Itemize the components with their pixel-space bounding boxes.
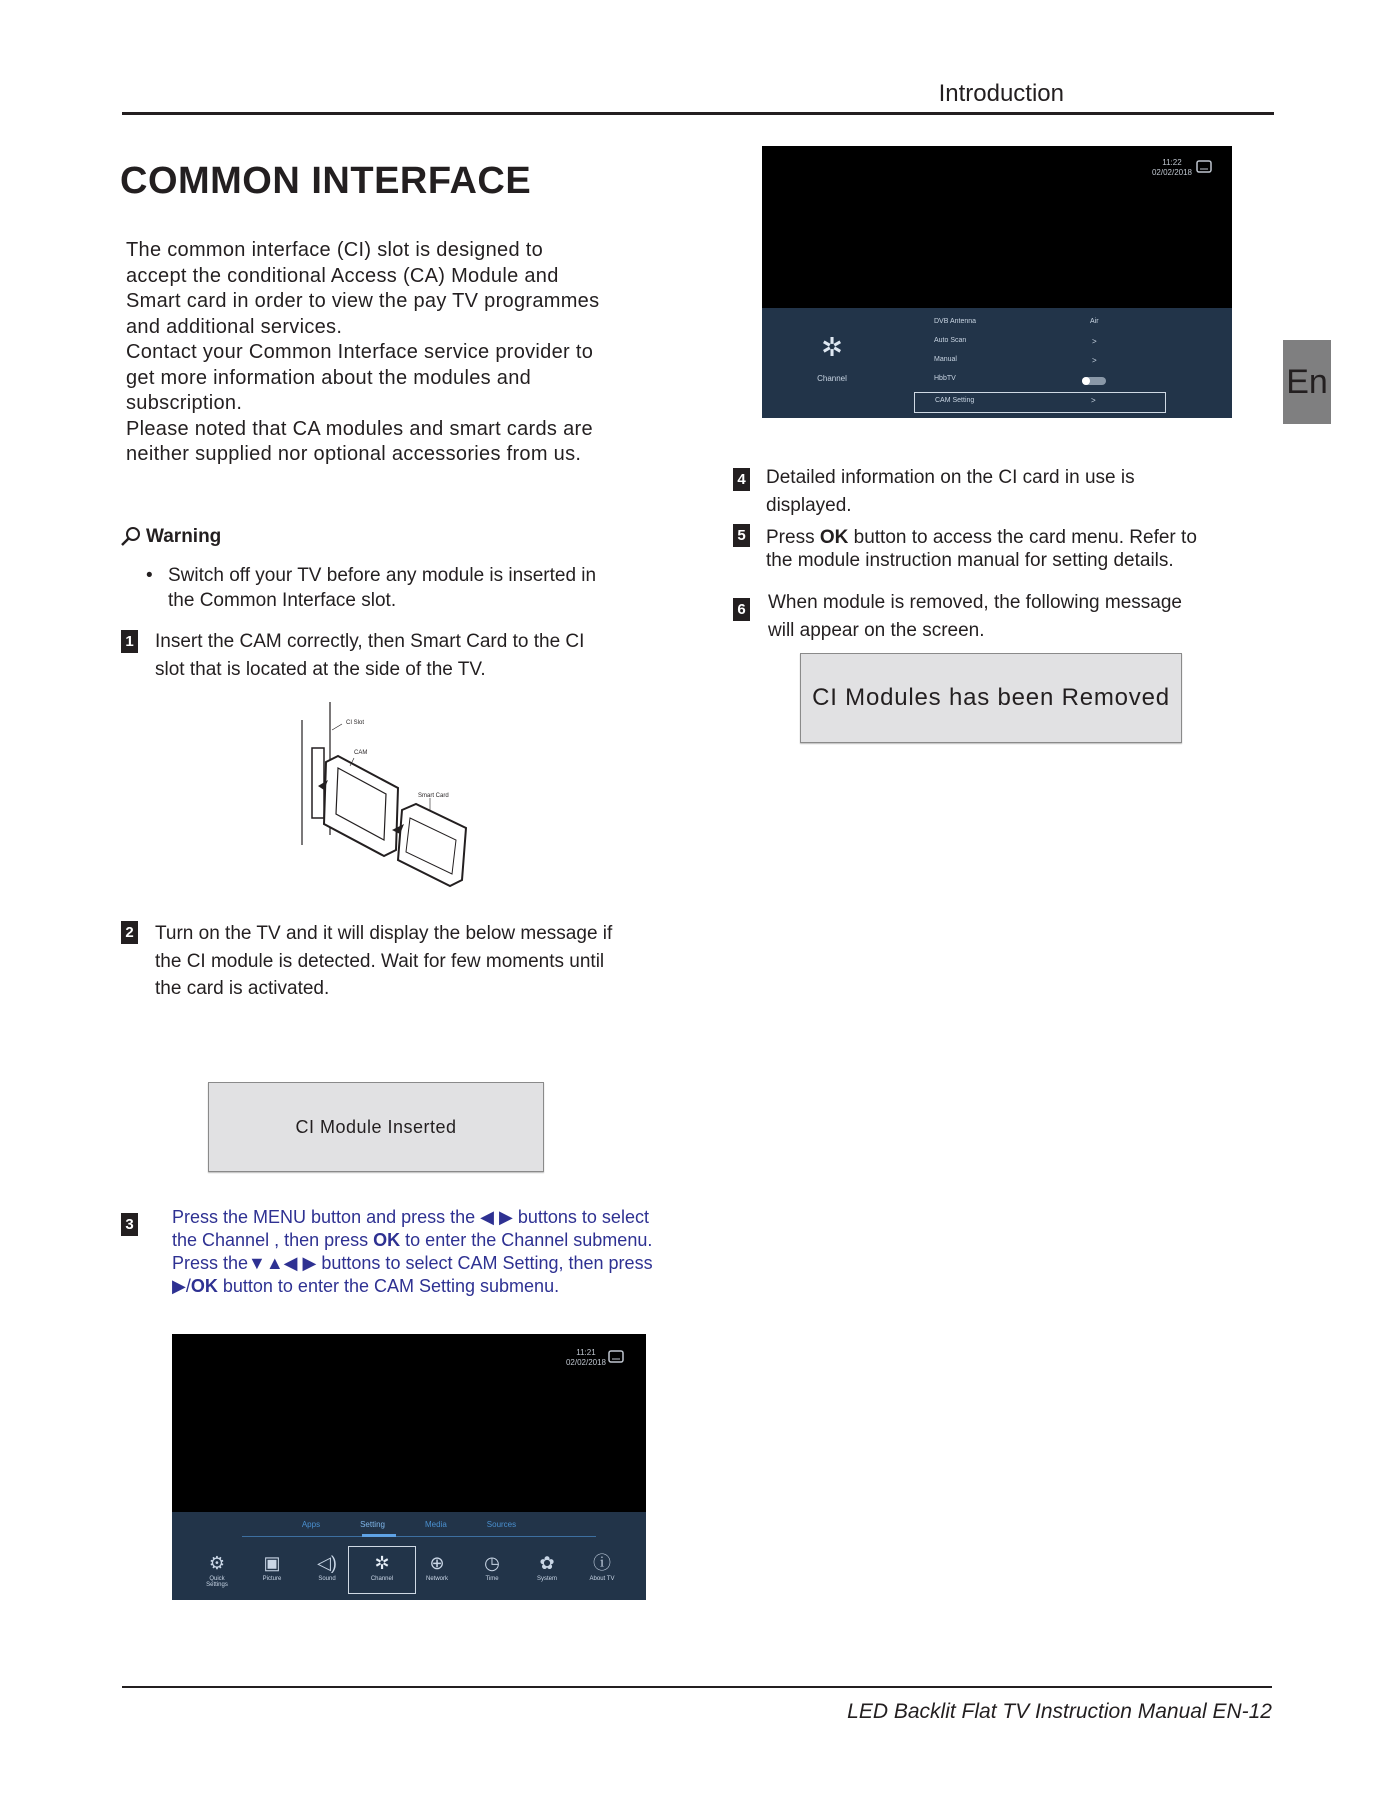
magnifier-icon <box>120 526 142 548</box>
tv-tab-active-indicator <box>362 1534 396 1537</box>
globe-icon: ⊕ <box>429 1553 445 1573</box>
diagram-label-cam: CAM <box>354 750 368 756</box>
tv-tab-setting[interactable]: Setting <box>360 1520 385 1529</box>
channel-row-hbbtv[interactable]: HbbTV <box>934 375 1134 394</box>
clock-icon: ◷ <box>484 1553 500 1573</box>
step-3-part-b: buttons to select the Channel , then press <box>172 1207 649 1250</box>
footer-text: LED Backlit Flat TV Instruction Manual EN-12 <box>847 1700 1272 1723</box>
tv-menu-item-picture[interactable]: ▣ Picture <box>254 1552 290 1582</box>
step-1-text: Insert the CAM correctly, then Smart Card to the CI slot that is located at the side of the TV. <box>155 631 585 680</box>
intro-text <box>126 238 606 468</box>
diagram-label-smart-card: Smart Card <box>418 793 449 799</box>
bullet-icon: • <box>146 565 153 586</box>
tv-tab-apps[interactable]: Apps <box>301 1520 321 1529</box>
left-right-arrows-icon: ◀ ▶ <box>480 1207 513 1227</box>
tv-menu-item-time[interactable]: ◷ Time <box>474 1552 510 1582</box>
step-number-5: 5 <box>733 524 750 547</box>
step-3-part-c: to enter the Channel submenu. Press the <box>172 1230 653 1273</box>
page-title: COMMON INTERFACE <box>120 160 532 202</box>
satellite-dish-icon-large: ✲ <box>821 332 843 362</box>
tv-menu-clock <box>566 1348 606 1368</box>
step-number-1: 1 <box>121 630 138 653</box>
channel-row-cam-setting[interactable]: CAM Setting > <box>914 392 1166 413</box>
tv-menu-item-network[interactable]: ⊕ Network <box>419 1552 455 1582</box>
step-3-text <box>172 1206 672 1298</box>
hbbtv-toggle-knob <box>1082 377 1090 385</box>
diagram-label-ci-slot: CI Slot <box>346 720 365 726</box>
tv-tab-underline <box>242 1536 596 1537</box>
tv-menu-item-quick-settings[interactable]: ⚙ Quick Settings <box>199 1552 235 1588</box>
step-number-6: 6 <box>733 598 750 621</box>
tv-menu-tabs <box>172 1520 646 1529</box>
tv-menu-time: 11:21 <box>576 1348 596 1357</box>
step-5-part-b: button to access the card menu. Refer to the module instruction manual for setting details. <box>766 527 1197 571</box>
footer-rule <box>122 1686 1272 1688</box>
ok-label: OK <box>373 1230 401 1250</box>
header-section-title: Introduction <box>938 80 1064 107</box>
tv-main-menu-screenshot <box>172 1334 646 1600</box>
header-rule <box>122 112 1274 115</box>
warning-item <box>146 563 626 613</box>
cam-insertion-diagram <box>290 700 490 890</box>
step-number-3: 3 <box>121 1213 138 1236</box>
tv-menu-item-system[interactable]: ✿ System <box>529 1552 565 1582</box>
intro-paragraph-1: The common interface (CI) slot is designed to accept the conditional Access (CA) Module and Smart card in order to view the pay TV programmes and additional services. <box>126 239 600 338</box>
tv-channel-time: 11:22 <box>1162 158 1182 167</box>
step-3-part-d: buttons to select CAM Setting, then press <box>321 1253 653 1273</box>
gear-icon: ✿ <box>539 1553 555 1573</box>
step-5-part-a: Press <box>766 527 815 548</box>
ci-module-inserted-message: CI Module Inserted <box>208 1082 544 1172</box>
tv-menu-panel <box>172 1512 646 1600</box>
channel-row-auto-scan[interactable]: Auto Scan > <box>934 337 1097 346</box>
right-arrow-icon: ▶ <box>172 1276 186 1296</box>
language-tab: En <box>1283 340 1331 424</box>
tv-tab-media[interactable]: Media <box>424 1520 447 1529</box>
step-3-part-f: button to enter the CAM Setting submenu. <box>222 1276 560 1296</box>
step-3-slash: / <box>185 1276 191 1296</box>
warning-item-text: Switch off your TV before any module is inserted in the Common Interface slot. <box>168 565 597 611</box>
step-6-text: When module is removed, the following message will appear on the screen. <box>768 592 1182 641</box>
warning-heading <box>120 526 221 548</box>
input-source-icon-2 <box>1196 160 1212 174</box>
ok-label-2: OK <box>190 1276 218 1296</box>
tv-channel-panel <box>762 308 1232 418</box>
tv-menu-item-channel[interactable]: ✲ Channel <box>364 1552 400 1582</box>
info-icon: ⓘ <box>593 1553 611 1573</box>
intro-paragraph-2: Contact your Common Interface service provider to get more information about the modules and subscription. <box>126 341 594 414</box>
warning-label: Warning <box>146 526 222 547</box>
hbbtv-toggle[interactable] <box>1082 377 1106 385</box>
tv-tab-sources[interactable]: Sources <box>486 1520 517 1529</box>
direction-arrows-icon: ▼▲◀ ▶ <box>248 1253 317 1273</box>
tv-menu-item-about-tv[interactable]: ⓘ About TV <box>584 1552 620 1582</box>
picture-icon: ▣ <box>263 1553 281 1573</box>
quick-settings-icon: ⚙ <box>208 1553 226 1573</box>
step-2-text: Turn on the TV and it will display the below message if the CI module is detected. Wait for few moments until the card is activated. <box>155 923 613 999</box>
satellite-dish-icon: ✲ <box>374 1553 390 1573</box>
channel-label: Channel <box>817 374 847 383</box>
step-number-2: 2 <box>121 921 138 944</box>
sound-icon: ◁) <box>317 1553 337 1573</box>
ok-label-3: OK <box>819 527 849 548</box>
tv-menu-item-sound[interactable]: ◁) Sound <box>309 1552 345 1582</box>
tv-menu-date: 02/02/2018 <box>565 1358 606 1367</box>
channel-row-manual[interactable]: Manual > <box>934 356 1097 365</box>
tv-channel-clock <box>1152 158 1192 178</box>
ci-modules-removed-message: CI Modules has been Removed <box>800 653 1182 743</box>
step-3-part-a: Press the MENU button and press the <box>172 1207 476 1227</box>
intro-paragraph-3: Please noted that CA modules and smart cards are neither supplied nor optional accessories from us. <box>126 417 593 465</box>
step-5-text <box>766 526 1206 572</box>
channel-settings-list <box>934 318 1134 394</box>
step-4-text: Detailed information on the CI card in use is displayed. <box>766 467 1135 516</box>
step-number-4: 4 <box>733 468 750 491</box>
tv-channel-date: 02/02/2018 <box>1151 168 1192 177</box>
tv-channel-submenu-screenshot <box>762 146 1232 418</box>
channel-row-dvb-antenna[interactable]: DVB Antenna Air <box>934 318 1099 325</box>
input-source-icon <box>608 1350 624 1364</box>
